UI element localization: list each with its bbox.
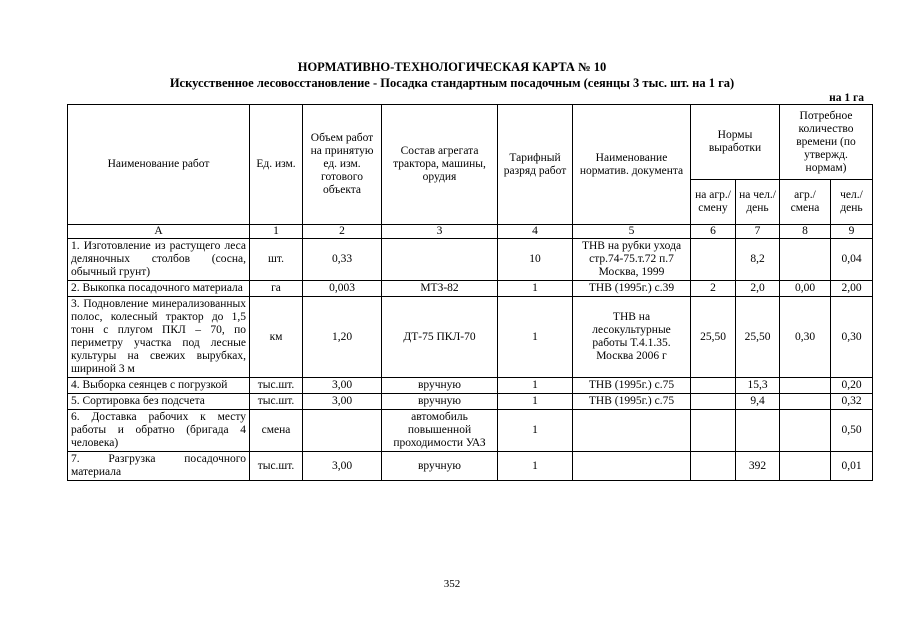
index-cell: 6 — [691, 225, 736, 239]
need-man-cell: 0,50 — [831, 410, 873, 452]
doc-cell: ТНВ (1995г.) с.39 — [573, 281, 691, 297]
work-name-cell: 2. Выкопка посадочного материала — [68, 281, 250, 297]
col-header-doc: Наименование норматив. документа — [573, 105, 691, 225]
grade-cell: 1 — [498, 378, 573, 394]
norm-man-cell: 15,3 — [736, 378, 780, 394]
norm-man-cell — [736, 410, 780, 452]
table-row — [68, 410, 873, 452]
composition-cell: вручную — [382, 452, 498, 481]
index-cell: 2 — [303, 225, 382, 239]
work-name-cell: 6. Доставка рабочих к месту работы и обратно (бригада 4 человека) — [68, 410, 250, 452]
norm-man-cell: 9,4 — [736, 394, 780, 410]
col-header-norms-man: на чел./ день — [736, 180, 780, 225]
norm-agr-cell — [691, 410, 736, 452]
unit-note: на 1 га — [829, 92, 864, 104]
need-agr-cell — [780, 410, 831, 452]
volume-cell: 0,33 — [303, 239, 382, 281]
index-cell: 8 — [780, 225, 831, 239]
composition-cell: ДТ-75 ПКЛ-70 — [382, 297, 498, 378]
norm-agr-cell — [691, 378, 736, 394]
grade-cell: 1 — [498, 394, 573, 410]
doc-cell — [573, 410, 691, 452]
col-header-grade: Тарифный разряд работ — [498, 105, 573, 225]
composition-cell: МТЗ-82 — [382, 281, 498, 297]
norm-man-cell: 2,0 — [736, 281, 780, 297]
need-agr-cell — [780, 239, 831, 281]
work-name-cell: 1. Изготовление из растущего леса деляночных столбов (сосна, обычный грунт) — [68, 239, 250, 281]
need-agr-cell — [780, 452, 831, 481]
doc-cell — [573, 452, 691, 481]
work-name-cell: 3. Подновление минерализованных полос, колесный трактор до 1,5 тонн с плугом ПКЛ – 70, по периметру участка под лесные культуры на свежих вырубках, шириной 3 м — [68, 297, 250, 378]
composition-cell: вручную — [382, 394, 498, 410]
page-subtitle: Искусственное лесовосстановление - Посадка стандартным посадочным (сеянцы 3 тыс. шт. на 1 га) — [169, 76, 735, 90]
norm-man-cell: 392 — [736, 452, 780, 481]
grade-cell: 1 — [498, 452, 573, 481]
index-cell: 9 — [831, 225, 873, 239]
volume-cell: 3,00 — [303, 394, 382, 410]
unit-cell: тыс.шт. — [250, 378, 303, 394]
volume-cell: 3,00 — [303, 452, 382, 481]
norm-agr-cell — [691, 239, 736, 281]
index-cell: 1 — [250, 225, 303, 239]
grade-cell: 1 — [498, 297, 573, 378]
work-name-cell: 5. Сортировка без подсчета — [68, 394, 250, 410]
page-number: 352 — [443, 578, 461, 590]
need-man-cell: 2,00 — [831, 281, 873, 297]
need-man-cell: 0,04 — [831, 239, 873, 281]
norm-man-cell: 25,50 — [736, 297, 780, 378]
unit-cell: тыс.шт. — [250, 452, 303, 481]
doc-cell: ТНВ (1995г.) с.75 — [573, 394, 691, 410]
table-row — [68, 297, 873, 378]
col-header-unit: Ед. изм. — [250, 105, 303, 225]
doc-cell: ТНВ на рубки ухода стр.74-75.т.72 п.7 Москва, 1999 — [573, 239, 691, 281]
table-row — [68, 378, 873, 394]
norm-man-cell: 8,2 — [736, 239, 780, 281]
unit-cell: га — [250, 281, 303, 297]
table-row — [68, 239, 873, 281]
need-agr-cell: 0,30 — [780, 297, 831, 378]
need-man-cell: 0,01 — [831, 452, 873, 481]
volume-cell — [303, 410, 382, 452]
grade-cell: 10 — [498, 239, 573, 281]
doc-cell: ТНВ на лесокультурные работы Т.4.1.35. Москва 2006 г — [573, 297, 691, 378]
unit-cell: смена — [250, 410, 303, 452]
work-name-cell: 7. Разгрузка посадочного материала — [68, 452, 250, 481]
volume-cell: 1,20 — [303, 297, 382, 378]
table-row — [68, 452, 873, 481]
need-agr-cell — [780, 394, 831, 410]
unit-cell: км — [250, 297, 303, 378]
need-man-cell: 0,30 — [831, 297, 873, 378]
unit-cell: шт. — [250, 239, 303, 281]
col-header-need-agr: агр./ смена — [780, 180, 831, 225]
composition-cell: вручную — [382, 378, 498, 394]
col-header-norms: Нормы выработки — [691, 105, 780, 180]
col-header-volume: Объем работ на принятую ед. изм. готового объекта — [303, 105, 382, 225]
table-row — [68, 394, 873, 410]
volume-cell: 3,00 — [303, 378, 382, 394]
index-cell: А — [68, 225, 250, 239]
work-name-cell: 4. Выборка сеянцев с погрузкой — [68, 378, 250, 394]
index-row — [68, 225, 873, 239]
index-cell: 3 — [382, 225, 498, 239]
composition-cell — [382, 239, 498, 281]
need-man-cell: 0,20 — [831, 378, 873, 394]
index-cell: 4 — [498, 225, 573, 239]
col-header-composition: Состав агрегата трактора, машины, орудия — [382, 105, 498, 225]
col-header-need: Потребное количество времени (по утвержд. нормам) — [780, 105, 873, 180]
doc-cell: ТНВ (1995г.) с.75 — [573, 378, 691, 394]
need-agr-cell: 0,00 — [780, 281, 831, 297]
norm-agr-cell: 25,50 — [691, 297, 736, 378]
norm-agr-cell: 2 — [691, 281, 736, 297]
index-cell: 7 — [736, 225, 780, 239]
col-header-norms-agr: на агр./ смену — [691, 180, 736, 225]
norm-agr-cell — [691, 394, 736, 410]
index-cell: 5 — [573, 225, 691, 239]
grade-cell: 1 — [498, 410, 573, 452]
need-man-cell: 0,32 — [831, 394, 873, 410]
composition-cell: автомобиль повышенной проходимости УАЗ — [382, 410, 498, 452]
col-header-need-man: чел./ день — [831, 180, 873, 225]
table-row — [68, 281, 873, 297]
norms-table — [67, 104, 873, 481]
grade-cell: 1 — [498, 281, 573, 297]
need-agr-cell — [780, 378, 831, 394]
volume-cell: 0,003 — [303, 281, 382, 297]
col-header-name: Наименование работ — [68, 105, 250, 225]
norm-agr-cell — [691, 452, 736, 481]
unit-cell: тыс.шт. — [250, 394, 303, 410]
page-title: НОРМАТИВНО-ТЕХНОЛОГИЧЕСКАЯ КАРТА № 10 — [297, 60, 607, 74]
